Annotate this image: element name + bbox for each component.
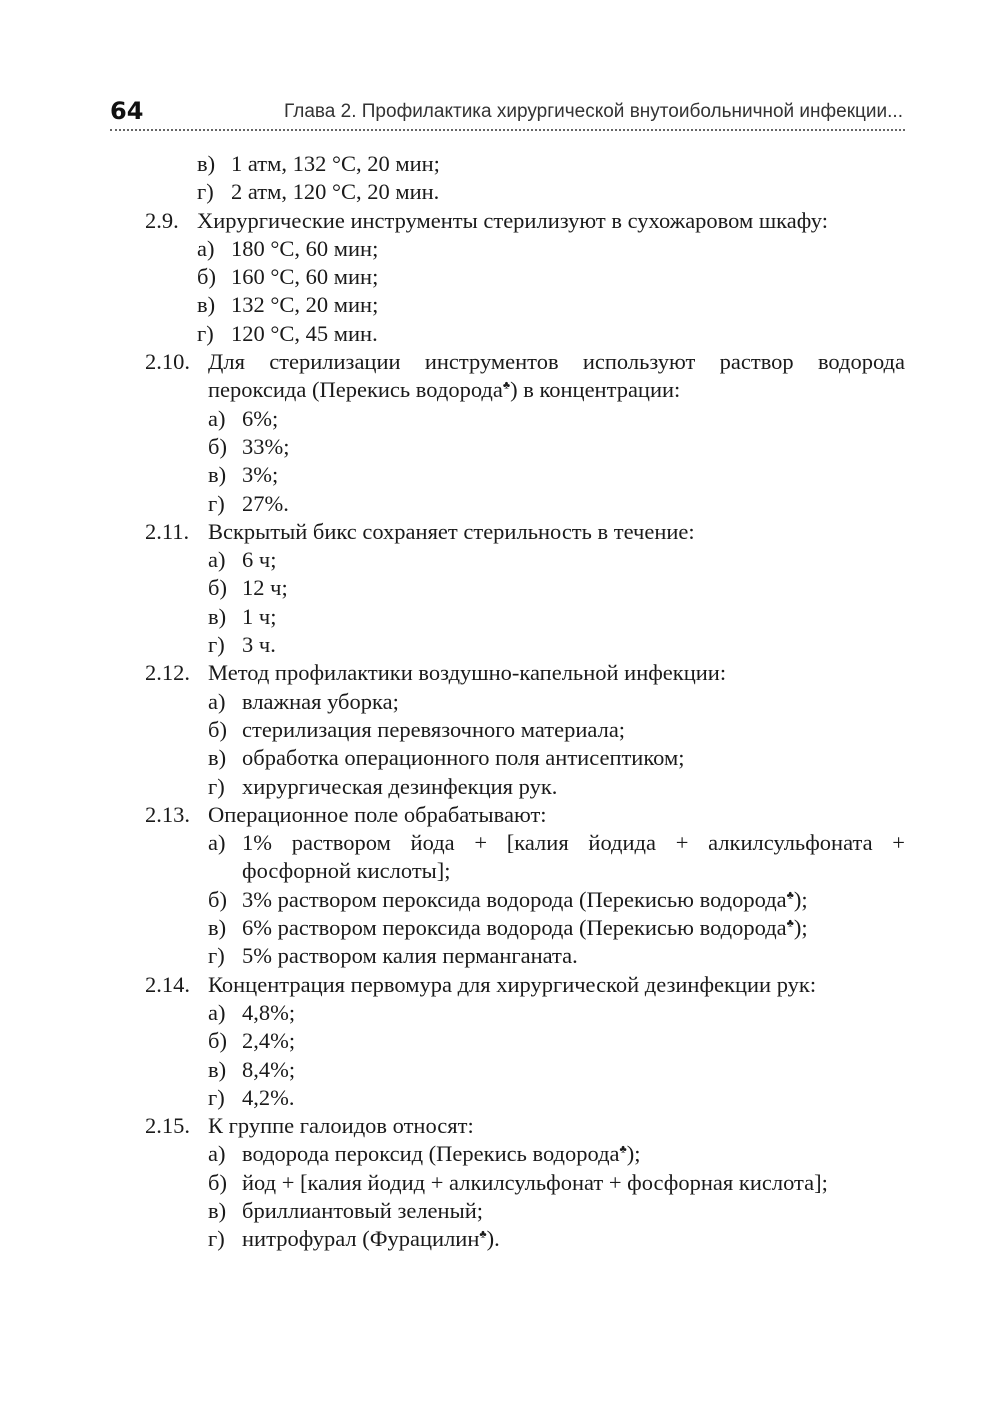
answer-text	[242, 1140, 905, 1168]
answer-option	[208, 546, 905, 574]
answer-option	[208, 490, 905, 518]
question-number: 2.15.	[145, 1113, 190, 1139]
answer-text: 4,8%;	[242, 999, 296, 1025]
answer-letter: г)	[208, 943, 225, 969]
answer-letter: г)	[197, 320, 214, 346]
answer-letter: в)	[208, 915, 227, 941]
answer-list	[145, 405, 905, 518]
answer-option	[197, 320, 905, 348]
answer-option	[208, 914, 905, 942]
answer-text: 180 °С, 60 мин;	[231, 235, 379, 261]
question-text-part: Для стерилизации инструментов используют раствор водорода пероксида (Перекись водорода	[208, 349, 905, 403]
answer-option	[208, 603, 905, 631]
answer-text-part: );	[793, 886, 808, 912]
answer-text	[242, 886, 905, 914]
question-text: К группе галоидов относят:	[208, 1113, 474, 1139]
answer-option	[208, 405, 905, 433]
answer-letter: в)	[208, 462, 227, 488]
answer-text: 33%;	[242, 433, 290, 459]
answer-text: стерилизация перевязочного материала;	[242, 716, 626, 742]
answer-option	[197, 178, 905, 206]
answer-letter: б)	[208, 433, 227, 459]
question-number: 2.10.	[145, 349, 190, 375]
answer-text: 1 атм, 132 °С, 20 мин;	[231, 151, 440, 176]
answer-letter: в)	[208, 603, 227, 629]
answer-letter: б)	[208, 1169, 227, 1195]
answer-text: 160 °С, 60 мин;	[231, 264, 379, 290]
answer-text-part: );	[793, 915, 808, 941]
answer-option	[208, 433, 905, 461]
answer-text: 4,2%.	[242, 1084, 295, 1110]
answer-letter: а)	[208, 547, 226, 573]
question-text: Вскрытый бикс сохраняет стерильность в течение:	[208, 518, 695, 544]
answer-text-part: 6% раствором пероксида водорода (Перекисью водорода	[242, 915, 787, 941]
answer-letter: а)	[197, 235, 215, 261]
answer-option	[197, 263, 905, 291]
answer-option	[208, 1084, 905, 1112]
answer-text: 12 ч;	[242, 575, 288, 601]
question-text: Хирургические инструменты стерилизуют в сухожаровом шкафу:	[197, 207, 828, 233]
answer-text: 3 ч.	[242, 632, 276, 658]
answer-option	[208, 999, 905, 1027]
answer-text: 2,4%;	[242, 1028, 296, 1054]
answer-option	[208, 574, 905, 602]
answer-text: 132 °С, 20 мин;	[231, 292, 379, 318]
answer-text: хирургическая дезинфекция рук.	[242, 773, 558, 799]
question-number: 2.14.	[145, 971, 190, 997]
club-symbol-icon: ♣	[786, 889, 794, 902]
answer-letter: а)	[208, 1141, 226, 1167]
answer-letter: г)	[208, 773, 225, 799]
answer-letter: б)	[208, 886, 227, 912]
answer-letter: г)	[208, 1084, 225, 1110]
club-symbol-icon: ♣	[619, 1143, 627, 1156]
answer-text: 1 ч;	[242, 603, 277, 629]
answer-letter: а)	[208, 830, 226, 856]
answer-option	[208, 716, 905, 744]
answer-option	[208, 1225, 905, 1253]
answer-text: 6%;	[242, 405, 279, 431]
answer-letter: в)	[208, 745, 227, 771]
answer-text: 6 ч;	[242, 547, 277, 573]
answer-option	[208, 461, 905, 489]
answer-option	[208, 886, 905, 914]
question-2-10	[145, 348, 905, 405]
leading-answers	[145, 150, 905, 207]
question-2-13	[145, 801, 905, 829]
question-number: 2.11.	[145, 518, 190, 544]
answer-text: бриллиантовый зеленый;	[242, 1197, 483, 1223]
answer-option	[197, 291, 905, 319]
answer-text: 8,4%;	[242, 1056, 296, 1082]
answer-option	[208, 1169, 905, 1197]
answer-letter: а)	[208, 999, 226, 1025]
answer-text: 120 °С, 45 мин.	[231, 320, 378, 346]
page-number: 64	[110, 97, 144, 125]
answer-option	[197, 150, 905, 178]
answer-letter: г)	[208, 490, 225, 516]
question-text: Операционное поле обрабатывают:	[208, 801, 547, 827]
answer-letter: г)	[197, 179, 214, 205]
answer-letter: в)	[208, 1197, 227, 1223]
answer-letter: г)	[208, 1226, 225, 1252]
answer-option	[208, 1027, 905, 1055]
answer-text	[242, 914, 905, 942]
answer-option	[208, 1197, 905, 1225]
answer-option	[208, 942, 905, 970]
page-content	[145, 150, 905, 1254]
answer-text: йод + [калия йодид + алкилсульфонат + фосфорная кислота];	[242, 1169, 828, 1195]
question-2-9	[145, 207, 905, 235]
answer-text: 27%.	[242, 490, 289, 516]
answer-list	[145, 688, 905, 801]
answer-letter: б)	[197, 264, 216, 290]
page-header	[110, 96, 905, 136]
club-symbol-icon: ♣	[786, 917, 794, 930]
answer-text: 3%;	[242, 462, 279, 488]
answer-text-part: ).	[486, 1226, 500, 1252]
answer-list	[145, 235, 905, 348]
answer-letter: б)	[208, 1028, 227, 1054]
answer-list	[145, 829, 905, 970]
answer-text	[242, 1225, 905, 1253]
running-title: Глава 2. Профилактика хирургической внутоибольничной инфекции...	[284, 101, 903, 122]
question-text: Метод профилактики воздушно-капельной инфекции:	[208, 660, 727, 686]
answer-letter: в)	[197, 292, 216, 318]
answer-text: 5% раствором калия перманганата.	[242, 943, 578, 969]
answer-letter: а)	[208, 405, 226, 431]
answer-letter: в)	[197, 151, 216, 176]
answer-option	[208, 631, 905, 659]
club-symbol-icon: ♣	[479, 1228, 487, 1241]
answer-text-part: 3% раствором пероксида водорода (Перекисью водорода	[242, 886, 787, 912]
question-2-14	[145, 971, 905, 999]
answer-option	[208, 1140, 905, 1168]
answer-text-part: нитрофурал (Фурацилин	[242, 1226, 480, 1252]
answer-letter: б)	[208, 575, 227, 601]
question-text	[208, 348, 905, 405]
answer-list	[145, 999, 905, 1112]
question-number: 2.12.	[145, 660, 190, 686]
answer-text: обработка операционного поля антисептиком;	[242, 745, 685, 771]
answer-option	[208, 744, 905, 772]
answer-list	[145, 546, 905, 659]
answer-letter: в)	[208, 1056, 227, 1082]
answer-text: влажная уборка;	[242, 688, 399, 714]
question-2-12	[145, 659, 905, 687]
answer-text: 1% раствором йода + [калия йодида + алкилсульфоната + фосфорной кислоты];	[242, 830, 905, 884]
answer-text: 2 атм, 120 °С, 20 мин.	[231, 179, 440, 205]
question-number: 2.13.	[145, 801, 190, 827]
answer-letter: г)	[208, 632, 225, 658]
answer-option	[208, 829, 905, 886]
answer-option	[208, 688, 905, 716]
answer-text-part: );	[626, 1141, 641, 1167]
header-dotted-rule	[110, 129, 905, 131]
question-2-15	[145, 1112, 905, 1140]
question-number: 2.9.	[145, 207, 179, 233]
answer-option	[208, 1056, 905, 1084]
answer-list	[145, 1140, 905, 1253]
question-2-11	[145, 518, 905, 546]
answer-option	[208, 773, 905, 801]
question-text: Концентрация первомура для хирургической дезинфекции рук:	[208, 971, 817, 997]
question-text-part: ) в концентрации:	[510, 377, 681, 403]
answer-letter: а)	[208, 688, 226, 714]
answer-option	[197, 235, 905, 263]
answer-letter: б)	[208, 716, 227, 742]
club-symbol-icon: ♣	[502, 379, 511, 392]
answer-text-part: водорода пероксид (Перекись водорода	[242, 1141, 620, 1167]
